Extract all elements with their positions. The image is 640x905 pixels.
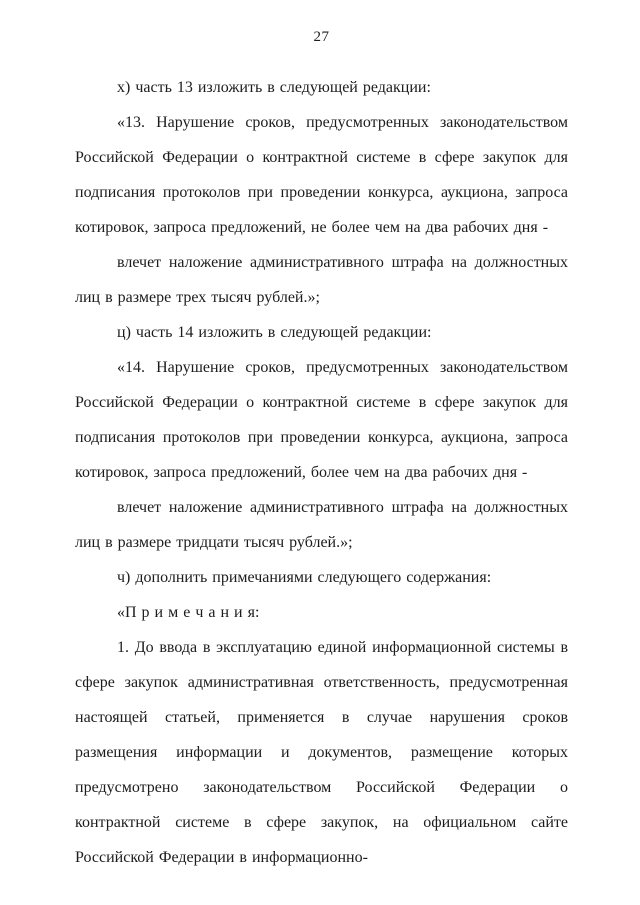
paragraph-note-1: 1. До ввода в эксплуатацию единой информационной системы в сфере закупок административная ответственность, предусмотренная настоящей статьей, применяется в случае нарушения сроков размещения информации и документов, размещение которых предусмотрено законодательством Российской Федерации о контрактной системе в сфере закупок, на официальном сайте Российской Федерации в информационно- xyxy=(75,639,568,866)
paragraph-subitem-ch: ч) дополнить примечаниями следующего содержания: xyxy=(117,569,492,586)
document-body xyxy=(75,70,568,875)
paragraph-part-14: «14. Нарушение сроков, предусмотренных законодательством Российской Федерации о контрактной системе в сфере закупок для подписания протоколов при проведении конкурса, аукциона, запроса котировок, запроса предложений, более чем на два рабочих дня - xyxy=(75,359,568,481)
paragraph-part-13-sanction: влечет наложение административного штрафа на должностных лиц в размере трех тысяч рублей.»; xyxy=(75,254,568,306)
paragraph-part-13: «13. Нарушение сроков, предусмотренных законодательством Российской Федерации о контрактной системе в сфере закупок для подписания протоколов при проведении конкурса, аукциона, запроса котировок, запроса предложений, не более чем на два рабочих дня - xyxy=(75,114,568,236)
paragraph-part-14-sanction: влечет наложение административного штрафа на должностных лиц в размере тридцати тысяч рублей.»; xyxy=(75,499,568,551)
page-number: 27 xyxy=(313,29,330,45)
paragraph-subitem-ts: ц) часть 14 изложить в следующей редакции: xyxy=(117,324,432,341)
paragraph-subitem-x: х) часть 13 изложить в следующей редакции: xyxy=(117,79,431,96)
paragraph-notes-heading: «П р и м е ч а н и я: xyxy=(117,604,260,621)
